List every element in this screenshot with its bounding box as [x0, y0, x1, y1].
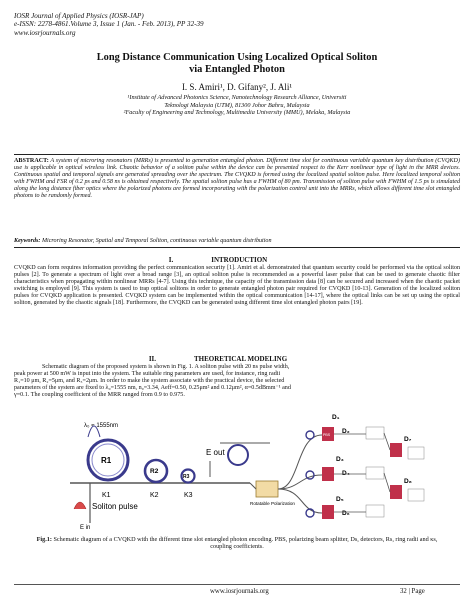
detector-readout	[366, 427, 384, 439]
soliton-pulse-label: Soliton pulse	[92, 502, 138, 511]
intro-paragraph: CVQKD can form requires information providing the perfect communication security [1]. Amiri et al. demonstrated that quantum security could be performed via the optical soliton pulses [2]. To generate a spectrum of light over a broad range [3], an optical soliton pulse is recommended as a powerful laser pulse that can be used to generate chaotic filter characteristics when propagating within nonlinear MRRs [4-7]. Using this technique, the capacity of the transmission data [8] can be secured and increased when the chaotic packet switching is employed [9]. This system is used to trap optical solitons in order to generate entangled photon pair required for CVQKD [10-13]. Generation of the localized soliton pulses for CVQKD application is presented. CVQKD system can be implemented within the optical communication [14-17], where the optical links can be set up using the optical soliton, generated by the chaotic signals [18]. Furthermore, the CVQKD can be generated using different time slot entangled photon pairs [19].	[14, 265, 460, 307]
journal-header	[14, 12, 204, 37]
detector-d7: D₇	[404, 436, 412, 443]
detector-d1: D₁	[332, 414, 340, 421]
section-heading-modeling	[0, 355, 474, 363]
modeling-line: parameters of the system are fixed to λ₀=1555 nm, n₀=3.34, Aeff=0.50, 0.25μm² and 0.12μm², α=0.5dBmm⁻¹ and	[14, 385, 291, 392]
eout-label: E out	[206, 448, 225, 457]
modeling-line: R₁=10 μm, R₂=5μm, and R₃=2μm. In order to make the system associate with the practical device, the selected	[14, 378, 285, 385]
caption-label: Fig.1:	[36, 536, 52, 543]
modeling-line: γ=0.1. The coupling coefficient of the MRR ranged from 0.9 to 0.975.	[14, 392, 185, 399]
title-line-1: Long Distance Communication Using Localized Optical Soliton	[96, 52, 378, 63]
pbs-block	[390, 485, 402, 499]
add-drop-ring	[228, 445, 248, 465]
footer-rule	[14, 584, 460, 585]
abstract-top-rule	[14, 154, 460, 155]
ring-label-r1: R1	[101, 456, 112, 465]
detector-d3: D₃	[336, 456, 344, 463]
affiliation-2: ²Faculty of Engineering and Technology, Multimedia University (MMU), Melaka, Malaysia	[123, 109, 351, 117]
fiber-link	[384, 433, 390, 450]
coupler-label-k2: K2	[150, 492, 159, 499]
detector-readout	[408, 447, 424, 459]
detector-d4: D₄	[342, 470, 350, 477]
detector-readout	[366, 467, 384, 479]
detector-d5: D₅	[336, 496, 344, 503]
coupler-label-k3: K3	[184, 492, 193, 499]
filter-ring	[306, 471, 314, 479]
fiber-link	[250, 483, 256, 489]
keywords	[14, 238, 460, 244]
journal-name: IOSR Journal of Applied Physics (IOSR-JAP)	[14, 12, 144, 20]
pbs-block	[322, 467, 334, 481]
detector-readout	[408, 489, 424, 501]
figure-1-schematic	[60, 405, 428, 533]
soliton-pulse-icon	[74, 502, 86, 509]
modeling-line: peak power at 500 mW is input into the system. The suitable ring parameters are used, for instance, ring radii	[14, 371, 281, 378]
abstract-text: A system of microring resonators (MRRs) is presented to generation entangled photon. Different time slot for continuous variable quantum key distribution (CVQKD) use is applicable in optical wireless link. Chaotic behavior of a soliton pulse within the device can be presented respect to the Kerr nonlinear type of light in the MRR devices. Continuous spatial and temporal signals are generated spreading over the spectrum. The CVQKD is formed using the localized spatial soliton pulse. Here localized temporal soliton with FWHM and FSR of 0.2 ps and 0.58 ns is obtained respectively. The spatial soliton pulse has a FWHM of 80 pm. Transmission of soliton pulse with FWHM of 1.5 ps is simulated along the long distance fiber optics where the polarized photons are formed incorporating with the polarization control unit into the MRRs, which allows different time slot entangled photons to be randomly formed.	[14, 158, 460, 200]
ring-label-r3: R3	[183, 474, 190, 480]
title-line-2: via Entangled Photon	[189, 64, 285, 75]
section-number: II.	[148, 355, 157, 363]
footer-page-number: 32 | Page	[400, 588, 425, 595]
ein-label: E in	[80, 525, 91, 531]
abstract-bottom-rule	[14, 247, 460, 248]
schematic-diagram	[60, 405, 428, 533]
filter-ring	[306, 509, 314, 517]
modeling-line: Schematic diagram of the proposed system is shown in Fig. 1. A soliton pulse with 20 ns pulse width,	[42, 364, 290, 370]
affiliations	[0, 94, 474, 117]
journal-issn: e-ISSN: 2278-4861.Volume 3, Issue 1 (Jan. - Feb. 2013), PP 32-39	[14, 20, 204, 29]
caption-text: Schematic diagram of a CVQKD with the different time slot entangled photon encoding. PBS, polarizing beam splitter, Ds, detectors, Rs, ring radii and κs, coupling coefficients.	[53, 536, 438, 551]
polarization-control-unit	[256, 481, 278, 497]
affiliation-1a: ¹Institute of Advanced Photonics Science, Nanotechnology Research Alliance, Universiti	[127, 94, 347, 101]
pbs-label: PBS	[323, 433, 331, 437]
affiliation-1b: Teknologi Malaysia (UTM), 81300 Johor Bahru, Malaysia	[164, 101, 310, 109]
filter-ring	[306, 431, 314, 439]
figure-caption	[30, 536, 444, 551]
wavelength-label: λ₀ = 1555nm	[84, 423, 119, 429]
keywords-text: Microring Resonator, Spatial and Temporal Soliton, continuous variable quantum distribution	[41, 238, 272, 244]
journal-site: www.iosrjournals.org	[14, 28, 76, 37]
pbs-block	[390, 443, 402, 457]
section-title: INTRODUCTION	[211, 256, 268, 264]
polarization-label: Rotatable Polarization	[250, 501, 295, 506]
paper-title	[0, 52, 474, 76]
section-heading-intro	[0, 256, 474, 264]
abstract	[14, 158, 460, 200]
detector-d8: D₈	[404, 478, 412, 485]
detector-readout	[366, 505, 384, 517]
pbs-block	[322, 505, 334, 519]
fiber-to-pbs-top	[278, 435, 322, 489]
fiber-link	[384, 473, 390, 492]
keywords-label: Keywords:	[14, 238, 41, 244]
footer-url: www.iosrjournals.org	[210, 588, 269, 595]
ring-label-r2: R2	[150, 468, 159, 475]
detector-d2: D₂	[342, 428, 350, 435]
modeling-paragraph	[14, 364, 460, 399]
detector-d6: D₆	[342, 510, 350, 517]
section-title: THEORETICAL MODELING	[194, 355, 288, 363]
abstract-label: ABSTRACT:	[14, 158, 49, 164]
author-list: I. S. Amiri¹, D. Gifany², J. Ali¹	[181, 82, 293, 92]
coupler-label-k1: K1	[102, 492, 111, 499]
section-number: I.	[168, 256, 174, 264]
